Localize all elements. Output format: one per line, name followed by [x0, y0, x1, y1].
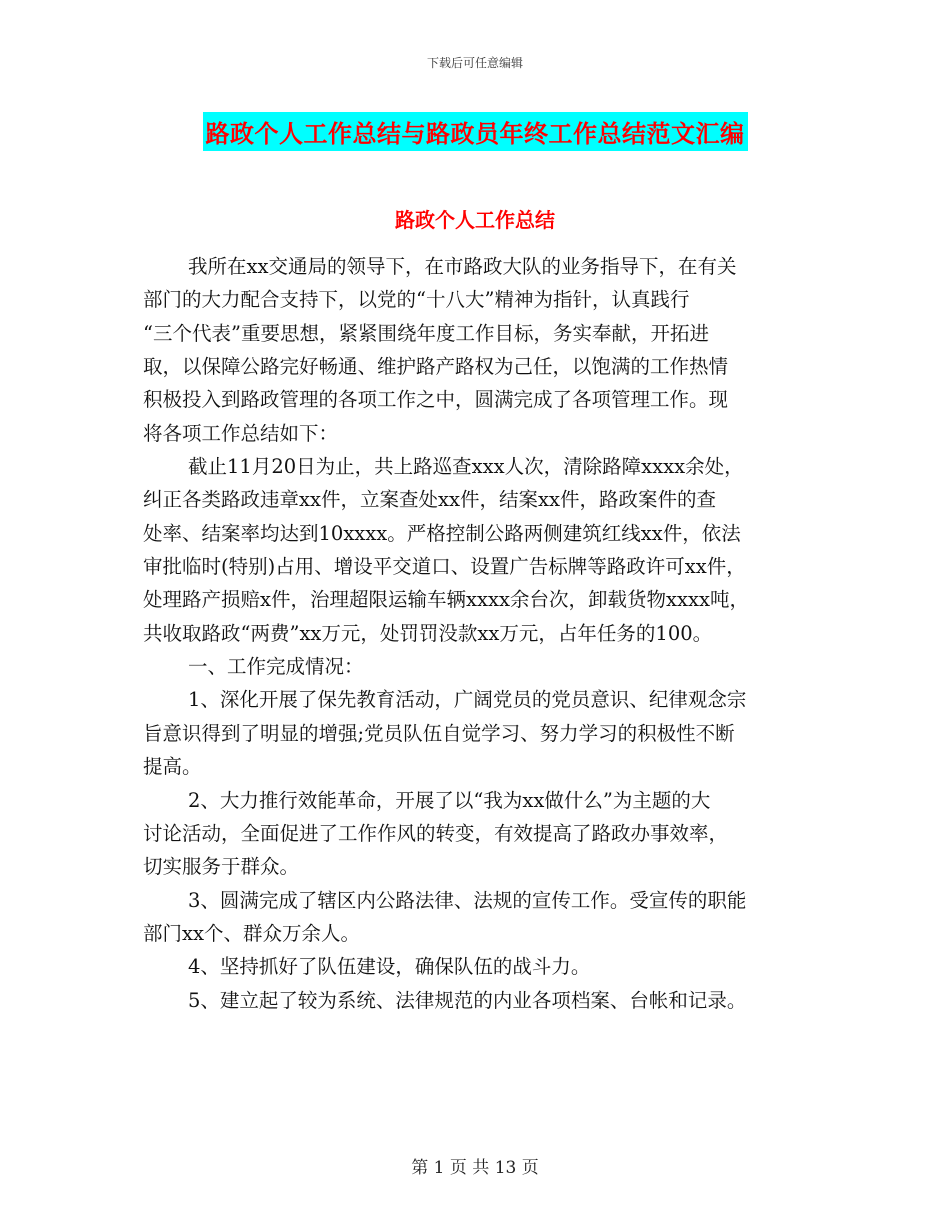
paragraph-line: 纠正各类路政违章xx件，立案查处xx件，结案xx件，路政案件的查: [143, 488, 716, 512]
paragraph-line: 处率、结案率均达到10xxxx。严格控制公路两侧建筑红线xx件，依法: [143, 521, 741, 545]
paragraph-line: 切实服务于群众。: [143, 855, 300, 879]
paragraph-line: 1、深化开展了保先教育活动，广阔党员的党员意识、纪律观念宗: [188, 688, 747, 712]
paragraph-line: “三个代表”重要思想，紧紧围绕年度工作目标，务实奉献，开拓进: [143, 321, 709, 345]
paragraph-line: 共收取路政“两费”xx万元，处罚罚没款xx万元，占年任务的100。: [143, 621, 713, 645]
paragraph-line: 2、大力推行效能革命，开展了以“我为xx做什么”为主题的大: [188, 788, 711, 812]
paragraph-line: 讨论活动，全面促进了工作作风的转变，有效提高了路政办事效率，: [143, 821, 729, 845]
paragraph-line: 审批临时(特别)占用、增设平交道口、设置广告标牌等路政许可xx件，: [143, 555, 746, 579]
paragraph-line: 积极投入到路政管理的各项工作之中，圆满完成了各项管理工作。现: [143, 388, 729, 412]
download-note: 下载后可任意编辑: [426, 56, 523, 70]
paragraph-line: 一、工作完成情况：: [188, 655, 364, 679]
paragraph-line: 5、建立起了较为系统、法律规范的内业各项档案、台帐和记录。: [188, 988, 747, 1012]
section-title: 路政个人工作总结: [395, 208, 555, 232]
paragraph-line: 部门的大力配合支持下，以党的“十八大”精神为指针，认真践行: [143, 288, 690, 312]
paragraph-line: 我所在xx交通局的领导下，在市路政大队的业务指导下，在有关: [188, 255, 737, 278]
page-number: 第 1 页 共 13 页: [411, 1158, 539, 1178]
paragraph-line: 旨意识得到了明显的增强;党员队伍自觉学习、努力学习的积极性不断: [143, 721, 735, 745]
main-title-container: [0, 112, 950, 151]
paragraph-line: 截止11月20日为止，共上路巡查xxx人次，清除路障xxxx余处，: [188, 455, 744, 479]
paragraph-line: 部门xx个、群众万余人。: [143, 921, 360, 945]
document-body: [143, 250, 813, 1017]
paragraph-line: 3、圆满完成了辖区内公路法律、法规的宣传工作。受宣传的职能: [188, 888, 747, 912]
paragraph-line: 取，以保障公路完好畅通、维护路产路权为己任，以饱满的工作热情: [143, 355, 729, 379]
paragraph-line: 将各项工作总结如下：: [143, 421, 339, 445]
paragraph-line: 处理路产损赔x件，治理超限运输车辆xxxx余台次，卸载货物xxxx吨，: [143, 588, 749, 612]
paragraph-line: 提高。: [143, 755, 202, 779]
main-title: 路政个人工作总结与路政员年终工作总结范文汇编: [203, 112, 748, 151]
paragraph-line: 4、坚持抓好了队伍建设，确保队伍的战斗力。: [188, 955, 591, 979]
